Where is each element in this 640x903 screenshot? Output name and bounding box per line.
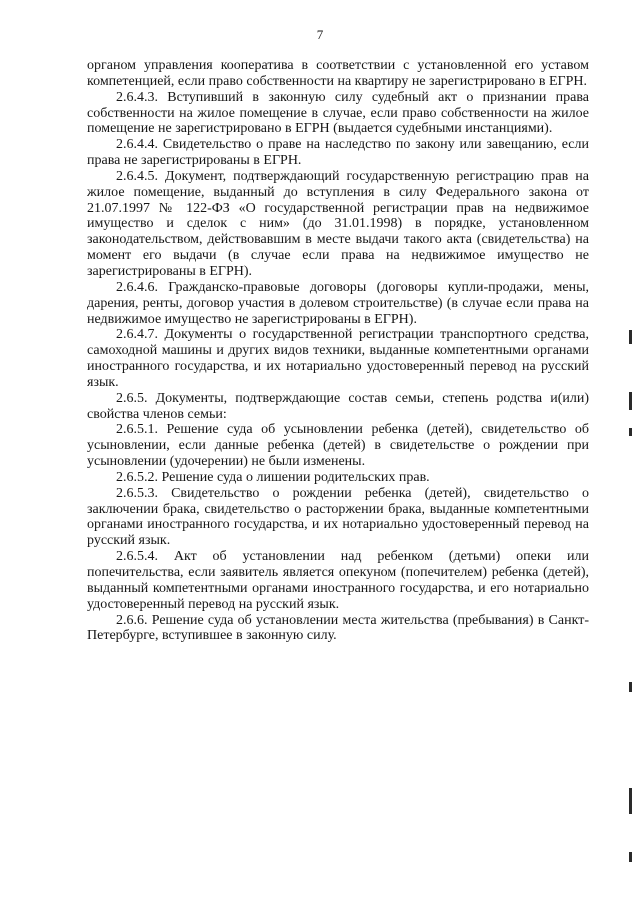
paragraph-2-6-5-1: 2.6.5.1. Решение суда об усыновлении ребенка (детей), свидетельство об усыновлении, если данные ребенка (детей) в свидетельстве о рождении при усыновлении (удочерении) не были изменены.	[87, 422, 589, 470]
paragraph-2-6-5-4: 2.6.5.4. Акт об установлении над ребенком (детьми) опеки или попечительства, если заявитель является опекуном (попечителем) ребенка (детей), выданный компетентными органами иностранного государства, и его нотариально удостоверенный перевод на русский язык.	[87, 549, 589, 612]
paragraph-2-6-4-5: 2.6.4.5. Документ, подтверждающий государственную регистрацию прав на жилое помещение, выданный до вступления в силу Федерального закона от 21.07.1997 № 122-ФЗ «О государственной регистрации прав на недвижимое имущество и сделок с ним» (до 31.01.1998) в порядке, установленном законодательством, действовавшим в месте выдачи такого акта (свидетельства) на момент его выдачи (в случае если права на недвижимое имущество не зарегистрированы в ЕГРН).	[87, 168, 589, 279]
scan-edge-mark	[629, 392, 632, 410]
paragraph-2-6-6: 2.6.6. Решение суда об установлении места жительства (пребывания) в Санкт-Петербурге, вступившее в законную силу.	[87, 612, 589, 644]
scan-edge-mark	[629, 682, 632, 692]
scan-edge-mark	[629, 852, 632, 862]
document-body	[87, 58, 589, 644]
paragraph-2-6-4-6: 2.6.4.6. Гражданско-правовые договоры (договоры купли-продажи, мены, дарения, ренты, договор участия в долевом строительстве) (в случае если права на недвижимое имущество не зарегистрированы в ЕГРН).	[87, 279, 589, 327]
scan-edge-mark	[629, 788, 632, 814]
scan-edge-mark	[629, 330, 632, 344]
paragraph-2-6-5-2: 2.6.5.2. Решение суда о лишении родительских прав.	[116, 469, 430, 485]
page-number: 7	[316, 27, 324, 42]
scan-edge-mark	[629, 428, 632, 436]
paragraph-2-6-5: 2.6.5. Документы, подтверждающие состав семьи, степень родства и(или) свойства членов семьи:	[87, 390, 589, 422]
paragraph-2-6-4-4: 2.6.4.4. Свидетельство о праве на наследство по закону или завещанию, если права не зарегистрированы в ЕГРН.	[87, 137, 589, 169]
paragraph-2-6-4-3: 2.6.4.3. Вступивший в законную силу судебный акт о признании права собственности на жилое помещение в случае, если право собственности на жилое помещение не зарегистрировано в ЕГРН (выдается судебными инстанциями).	[87, 89, 589, 137]
paragraph-2-6-4-7: 2.6.4.7. Документы о государственной регистрации транспортного средства, самоходной машины и других видов техники, выданные компетентными органами иностранного государства, и их нотариально удостоверенный перевод на русский язык.	[87, 327, 589, 390]
paragraph-2-6-5-3: 2.6.5.3. Свидетельство о рождении ребенка (детей), свидетельство о заключении брака, свидетельство о расторжении брака, выданные компетентными органами иностранного государства, и их нотариально удостоверенный перевод на русский язык.	[87, 485, 589, 549]
paragraph-continued: органом управления кооператива в соответствии с установленной его уставом компетенцией, если право собственности на квартиру не зарегистрировано в ЕГРН.	[87, 58, 589, 89]
